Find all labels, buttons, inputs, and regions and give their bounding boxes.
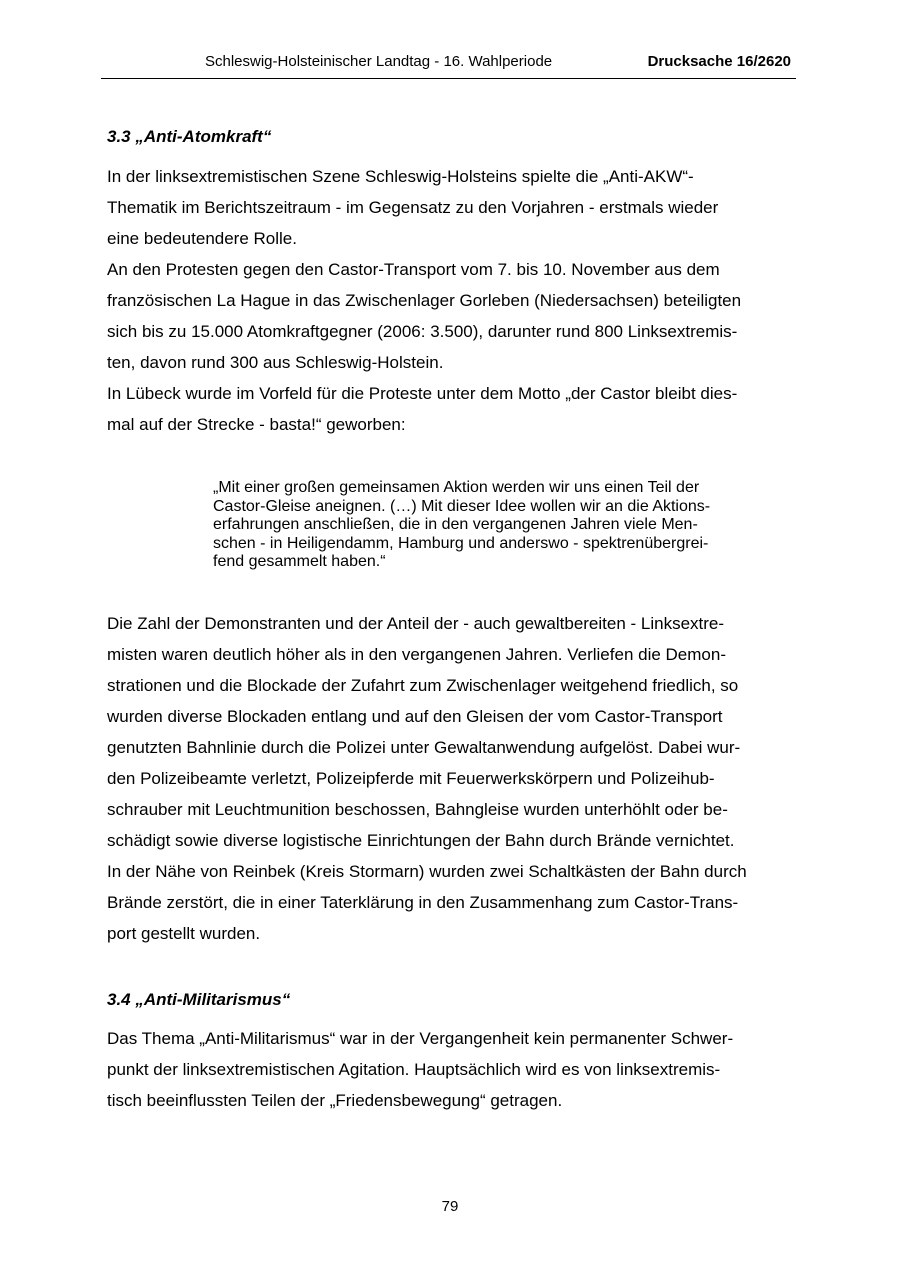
header-title: Schleswig-Holsteinischer Landtag - 16. Wahlperiode <box>205 53 553 70</box>
text-line: den Polizeibeamte verletzt, Polizeipferde mit Feuerwerkskörpern und Polizeihub- <box>107 769 715 788</box>
section-heading-3-4: 3.4 „Anti-Militarismus“ <box>107 990 291 1009</box>
quote-line: „Mit einer großen gemeinsamen Aktion werden wir uns einen Teil der <box>213 479 700 496</box>
text-line: punkt der linksextremistischen Agitation. Hauptsächlich wird es von linksextremis- <box>107 1060 721 1079</box>
text-line: In der Nähe von Reinbek (Kreis Stormarn) wurden zwei Schaltkästen der Bahn durch <box>107 862 747 881</box>
text-line: Brände zerstört, die in einer Taterklärung in den Zusammenhang zum Castor-Trans- <box>107 893 739 912</box>
text-line: An den Protesten gegen den Castor-Transport vom 7. bis 10. November aus dem <box>107 260 720 279</box>
paragraph-demonstrations <box>107 608 797 949</box>
text-line: wurden diverse Blockaden entlang und auf den Gleisen der vom Castor-Transport <box>107 707 723 726</box>
text-line: schädigt sowie diverse logistische Einrichtungen der Bahn durch Brände vernichtet. <box>107 831 735 850</box>
text-line: port gestellt wurden. <box>107 924 261 943</box>
text-line: sich bis zu 15.000 Atomkraftgegner (2006: 3.500), darunter rund 800 Linksextremis- <box>107 322 738 341</box>
paragraph-anti-militarismus <box>107 1023 797 1116</box>
section-heading-3-3: 3.3 „Anti-Atomkraft“ <box>107 127 272 146</box>
text-line: genutzten Bahnlinie durch die Polizei unter Gewaltanwendung aufgelöst. Dabei wur- <box>107 738 741 757</box>
text-line: ten, davon rund 300 aus Schleswig-Holstein. <box>107 353 444 372</box>
text-line: misten waren deutlich höher als in den vergangenen Jahren. Verliefen die Demon- <box>107 645 726 664</box>
page-number: 79 <box>441 1198 459 1215</box>
quote-line: erfahrungen anschließen, die in den vergangenen Jahren viele Men- <box>213 516 698 534</box>
text-line: tisch beeinflussten Teilen der „Friedensbewegung“ getragen. <box>107 1091 563 1110</box>
paragraph-anti-akw-intro <box>107 161 797 440</box>
quote-line: Castor-Gleise aneignen. (…) Mit dieser Idee wollen wir an die Aktions- <box>213 497 711 515</box>
block-quote <box>213 479 793 572</box>
text-line: Thematik im Berichtszeitraum - im Gegensatz zu den Vorjahren - erstmals wieder <box>107 198 719 217</box>
text-line: französischen La Hague in das Zwischenlager Gorleben (Niedersachsen) beteiligten <box>107 291 742 310</box>
quote-line: fend gesammelt haben.“ <box>213 553 386 571</box>
text-line: mal auf der Strecke - basta!“ geworben: <box>107 415 406 434</box>
page-header <box>101 52 796 79</box>
text-line: eine bedeutendere Rolle. <box>107 229 297 248</box>
text-line: Die Zahl der Demonstranten und der Anteil der - auch gewaltbereiten - Linksextre- <box>107 614 725 633</box>
text-line: In Lübeck wurde im Vorfeld für die Proteste unter dem Motto „der Castor bleibt dies- <box>107 384 738 403</box>
text-line: In der linksextremistischen Szene Schleswig-Holsteins spielte die „Anti-AKW“- <box>107 167 694 186</box>
document-number: Drucksache 16/2620 <box>647 53 791 70</box>
text-line: schrauber mit Leuchtmunition beschossen, Bahngleise wurden unterhöhlt oder be- <box>107 800 728 819</box>
text-line: strationen und die Blockade der Zufahrt zum Zwischenlager weitgehend friedlich, so <box>107 676 739 695</box>
quote-line: schen - in Heiligendamm, Hamburg und anderswo - spektrenübergrei- <box>213 534 709 552</box>
text-line: Das Thema „Anti-Militarismus“ war in der Vergangenheit kein permanenter Schwer- <box>107 1029 734 1048</box>
